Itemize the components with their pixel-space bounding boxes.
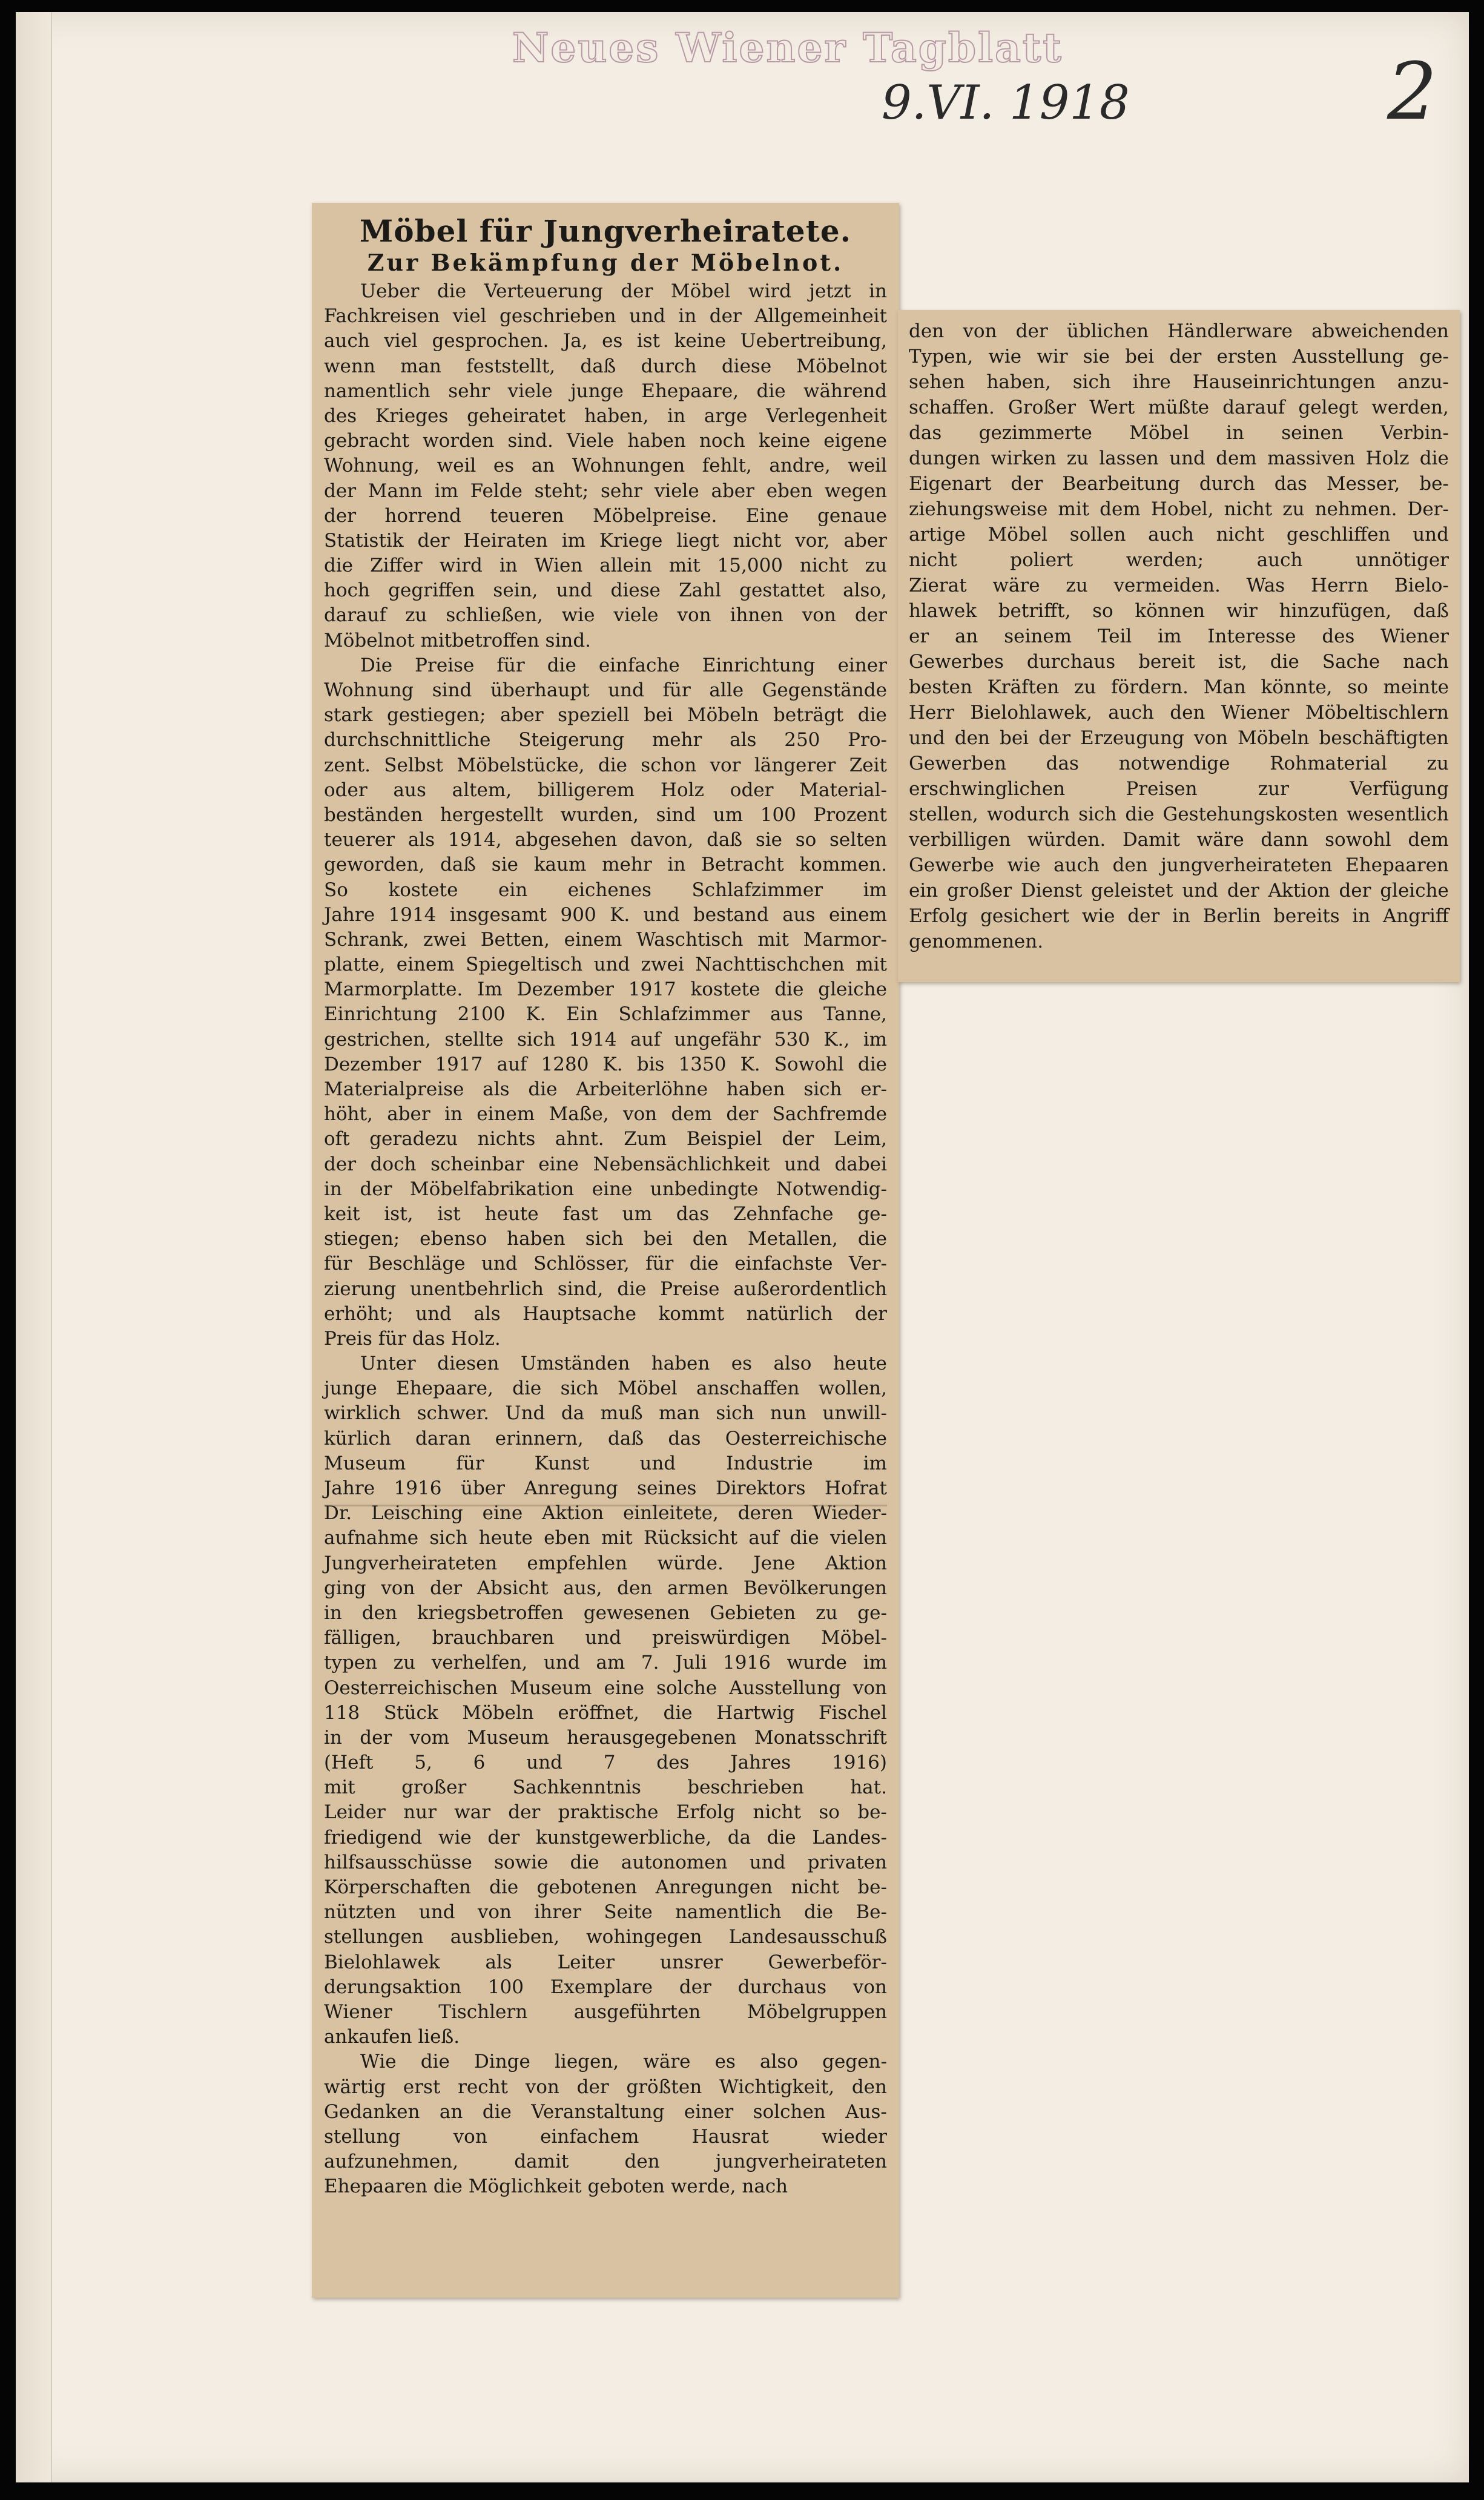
text-line: geworden, daß sie kaum mehr in Betracht kommen. (324, 854, 887, 876)
text-line: zent. Selbst Möbelstücke, die schon vor längerer Zeit (324, 754, 887, 776)
text-line: Oesterreichischen Museum eine solche Ausstellung von (324, 1677, 887, 1699)
text-line: namentlich sehr viele junge Ehepaare, die während (324, 380, 887, 402)
text-line: hilfsausschüsse sowie die autonomen und privaten (324, 1851, 887, 1873)
text-line: nützten und von ihrer Seite namentlich die Be- (324, 1901, 887, 1924)
text-line: artige Möbel sollen auch nicht geschliffen und (909, 524, 1449, 546)
text-line: der doch scheinbar eine Nebensächlichkeit und dabei (324, 1153, 887, 1175)
text-line: ging von der Absicht aus, den armen Bevölkerungen (324, 1577, 887, 1599)
text-line: hoch gegriffen sein, und diese Zahl gestattet also, (324, 579, 887, 602)
text-line: in den kriegsbetroffen gewesenen Gebieten zu ge- (324, 1601, 887, 1624)
text-line: ein großer Dienst geleistet und der Aktion der gleiche (909, 880, 1449, 902)
binding-edge (16, 12, 52, 2482)
text-line: Einrichtung 2100 K. Ein Schlafzimmer aus Tanne, (324, 1003, 887, 1026)
text-line: und den bei der Erzeugung von Möbeln beschäftigten (909, 727, 1449, 749)
text-line: Jahre 1914 insgesamt 900 K. und bestand aus einem (324, 903, 887, 926)
text-line: Wie die Dinge liegen, wäre es also gegen- (360, 2051, 887, 2073)
text-line: fälligen, brauchbaren und preiswürdigen Möbel- (324, 1627, 887, 1649)
text-line: Typen, wie wir sie bei der ersten Ausstellung ge- (909, 346, 1449, 368)
text-line: der horrend teueren Möbelpreise. Eine genaue (324, 504, 887, 527)
text-line: schaffen. Großer Wert müßte darauf gelegt werden, (909, 397, 1449, 418)
text-line: Herr Bielohlawek, auch den Wiener Möbeltischlern (909, 702, 1449, 724)
text-line: teuerer als 1914, abgesehen davon, daß sie so selten (324, 829, 887, 851)
text-line: oder aus altem, billigerem Holz oder Material- (324, 779, 887, 801)
text-line: typen zu verhelfen, und am 7. Juli 1916 wurde im (324, 1652, 887, 1674)
text-line: höht, aber in einem Maße, von dem der Sachfremde (324, 1103, 887, 1126)
text-line: Jungverheirateten empfehlen würde. Jene Aktion (324, 1552, 887, 1574)
text-line: des Krieges geheiratet haben, in arge Verlegenheit (324, 404, 887, 427)
newspaper-clipping-main (312, 203, 899, 2298)
text-line: stellungen ausblieben, wohingegen Landesausschuß (324, 1926, 887, 1948)
text-line: Statistik der Heiraten im Kriege liegt nicht vor, aber (324, 529, 887, 552)
article-headline: Möbel für Jungverheiratete. (359, 213, 852, 249)
text-line: Wohnung, weil es an Wohnungen fehlt, andre, weil (324, 455, 887, 477)
article-column-2 (909, 318, 1449, 954)
text-line: in der vom Museum herausgegebenen Monatsschrift (324, 1726, 887, 1749)
text-line: Jahre 1916 über Anregung seines Direktors Hofrat (324, 1477, 887, 1499)
text-line: besten Kräften zu fördern. Man könnte, so meinte (909, 676, 1449, 698)
text-line: stellung von einfachem Hausrat wieder (324, 2125, 887, 2148)
text-line: stellen, wodurch sich die Gestehungskosten wesentlich (909, 803, 1449, 825)
text-line: Dr. Leisching eine Aktion einleitete, deren Wieder- (324, 1502, 887, 1525)
text-line: junge Ehepaare, die sich Möbel anschaffen wollen, (324, 1377, 887, 1400)
text-line: wenn man feststellt, daß durch diese Möbelnot (324, 355, 887, 377)
text-line: ziehungsweise mit dem Hobel, nicht zu nehmen. Der- (909, 498, 1449, 520)
text-line: wärtig erst recht von der größten Wichtigkeit, den (324, 2076, 887, 2098)
text-line: keit ist, ist heute fast um das Zehnfache ge- (324, 1202, 887, 1225)
text-line: Leider nur war der praktische Erfolg nicht so be- (324, 1801, 887, 1824)
text-line: Körperschaften die gebotenen Anregungen nicht be- (324, 1876, 887, 1898)
text-line: Bielohlawek als Leiter unsrer Gewerbeför- (324, 1951, 887, 1973)
text-line: auch viel gesprochen. Ja, es ist keine Uebertreibung, (324, 330, 887, 352)
text-line: für Beschläge und Schlösser, für die einfachste Ver- (324, 1253, 887, 1275)
text-line: platte, einem Spiegeltisch und zwei Nachttischchen mit (324, 954, 887, 976)
article-subheadline: Zur Bekämpfung der Möbelnot. (367, 249, 844, 276)
text-line: Schrank, zwei Betten, einem Waschtisch mit Marmor- (324, 928, 887, 951)
text-line: stark gestiegen; aber speziell bei Möbeln beträgt die (324, 704, 887, 727)
text-line: Unter diesen Umständen haben es also heute (360, 1353, 887, 1375)
text-line: Gewerben das notwendige Rohmaterial zu (909, 753, 1449, 774)
text-line: oft geradezu nichts ahnt. Zum Beispiel der Leim, (324, 1128, 887, 1150)
text-line: gestrichen, stellte sich 1914 auf ungefähr 530 K., im (324, 1028, 887, 1050)
text-line: Fachkreisen viel geschrieben und in der Allgemeinheit (324, 305, 887, 328)
text-line: 118 Stück Möbeln eröffnet, die Hartwig Fischel (324, 1701, 887, 1724)
page-number: 2 (1387, 45, 1437, 137)
text-line: Materialpreise als die Arbeiterlöhne haben sich er- (324, 1078, 887, 1100)
text-line: Ehepaaren die Möglichkeit geboten werde, nach (324, 2175, 788, 2198)
text-line: Preis für das Holz. (324, 1327, 501, 1350)
text-line: wirklich schwer. Und da muß man sich nun unwill- (324, 1402, 887, 1425)
text-line: aufzunehmen, damit den jungverheirateten (324, 2151, 887, 2173)
paper-crease (324, 1505, 887, 1506)
text-line: Erfolg gesichert wie der in Berlin bereits in Angriff (909, 905, 1449, 927)
text-line: die Ziffer wird in Wien allein mit 15,000 nicht zu (324, 555, 887, 577)
text-line: friedigend wie der kunstgewerbliche, da die Landes- (324, 1826, 887, 1849)
newspaper-clipping-continuation (898, 310, 1460, 982)
text-line: in der Möbelfabrikation eine unbedingte Notwendig- (324, 1178, 887, 1200)
text-line: Gedanken an die Veranstaltung einer solchen Aus- (324, 2100, 887, 2123)
text-line: Dezember 1917 auf 1280 K. bis 1350 K. Sowohl die (324, 1053, 887, 1075)
text-line: sehen haben, sich ihre Hauseinrichtungen anzu- (909, 371, 1449, 393)
handwritten-date: 9.VI. 1918 (882, 76, 1130, 130)
text-line: aufnahme sich heute eben mit Rücksicht auf die vielen (324, 1527, 887, 1549)
text-line: dungen wirken zu lassen und dem massiven Holz die (909, 447, 1449, 469)
text-line: Zierat wäre zu vermeiden. Was Herrn Bielo- (909, 575, 1449, 596)
text-line: stiegen; ebenso haben sich bei den Metallen, die (324, 1228, 887, 1250)
text-line: nicht poliert werden; auch unnötiger (909, 549, 1449, 571)
text-line: das gezimmerte Möbel in seinen Verbin- (909, 422, 1449, 444)
text-line: Wiener Tischlern ausgeführten Möbelgruppen (324, 2000, 887, 2023)
text-line: (Heft 5, 6 und 7 des Jahres 1916) (324, 1752, 887, 1774)
text-line: ankaufen ließ. (324, 2026, 460, 2048)
text-line: So kostete ein eichenes Schlafzimmer im (324, 879, 887, 901)
text-line: hlawek betrifft, so können wir hinzufügen, daß (909, 600, 1449, 622)
article-column-1 (324, 279, 887, 2199)
text-line: darauf zu schließen, wie viele von ihnen von der (324, 604, 887, 627)
text-line: Gewerbe wie auch den jungverheirateten Ehepaaren (909, 854, 1449, 876)
text-line: Möbelnot mitbetroffen sind. (324, 629, 592, 651)
text-line: Gewerbes durchaus bereit ist, die Sache nach (909, 651, 1449, 673)
text-line: der Mann im Felde steht; sehr viele aber eben wegen (324, 480, 887, 502)
text-line: zierung unentbehrlich sind, die Preise außerordentlich (324, 1278, 887, 1300)
text-line: genommenen. (909, 931, 1044, 952)
text-line: Ueber die Verteuerung der Möbel wird jetzt in (360, 280, 887, 302)
text-line: er an seinem Teil im Interesse des Wiener (909, 625, 1449, 647)
text-line: durchschnittliche Steigerung mehr als 250 Pro- (324, 729, 887, 751)
text-line: Eigenart der Bearbeitung durch das Messer, be- (909, 473, 1449, 495)
text-line: Wohnung sind überhaupt und für alle Gegenstände (324, 679, 887, 701)
text-line: Die Preise für die einfache Einrichtung einer (360, 654, 887, 676)
text-line: Marmorplatte. Im Dezember 1917 kostete die gleiche (324, 978, 887, 1001)
newspaper-stamp: Neues Wiener Tagblatt (512, 24, 1063, 71)
text-line: derungsaktion 100 Exemplare der durchaus von (324, 1976, 887, 1998)
text-line: verbilligen würden. Damit wäre dann sowohl dem (909, 829, 1449, 851)
text-line: beständen hergestellt wurden, sind um 100 Prozent (324, 803, 887, 826)
text-line: mit großer Sachkenntnis beschrieben hat. (324, 1776, 887, 1799)
text-line: kürlich daran erinnern, daß das Oesterreichische (324, 1427, 887, 1450)
text-line: gebracht worden sind. Viele haben noch keine eigene (324, 430, 887, 452)
text-line: den von der üblichen Händlerware abweichenden (909, 320, 1449, 342)
text-line: erschwinglichen Preisen zur Verfügung (909, 778, 1449, 800)
text-line: Museum für Kunst und Industrie im (324, 1452, 887, 1474)
text-line: erhöht; und als Hauptsache kommt natürlich der (324, 1302, 887, 1325)
